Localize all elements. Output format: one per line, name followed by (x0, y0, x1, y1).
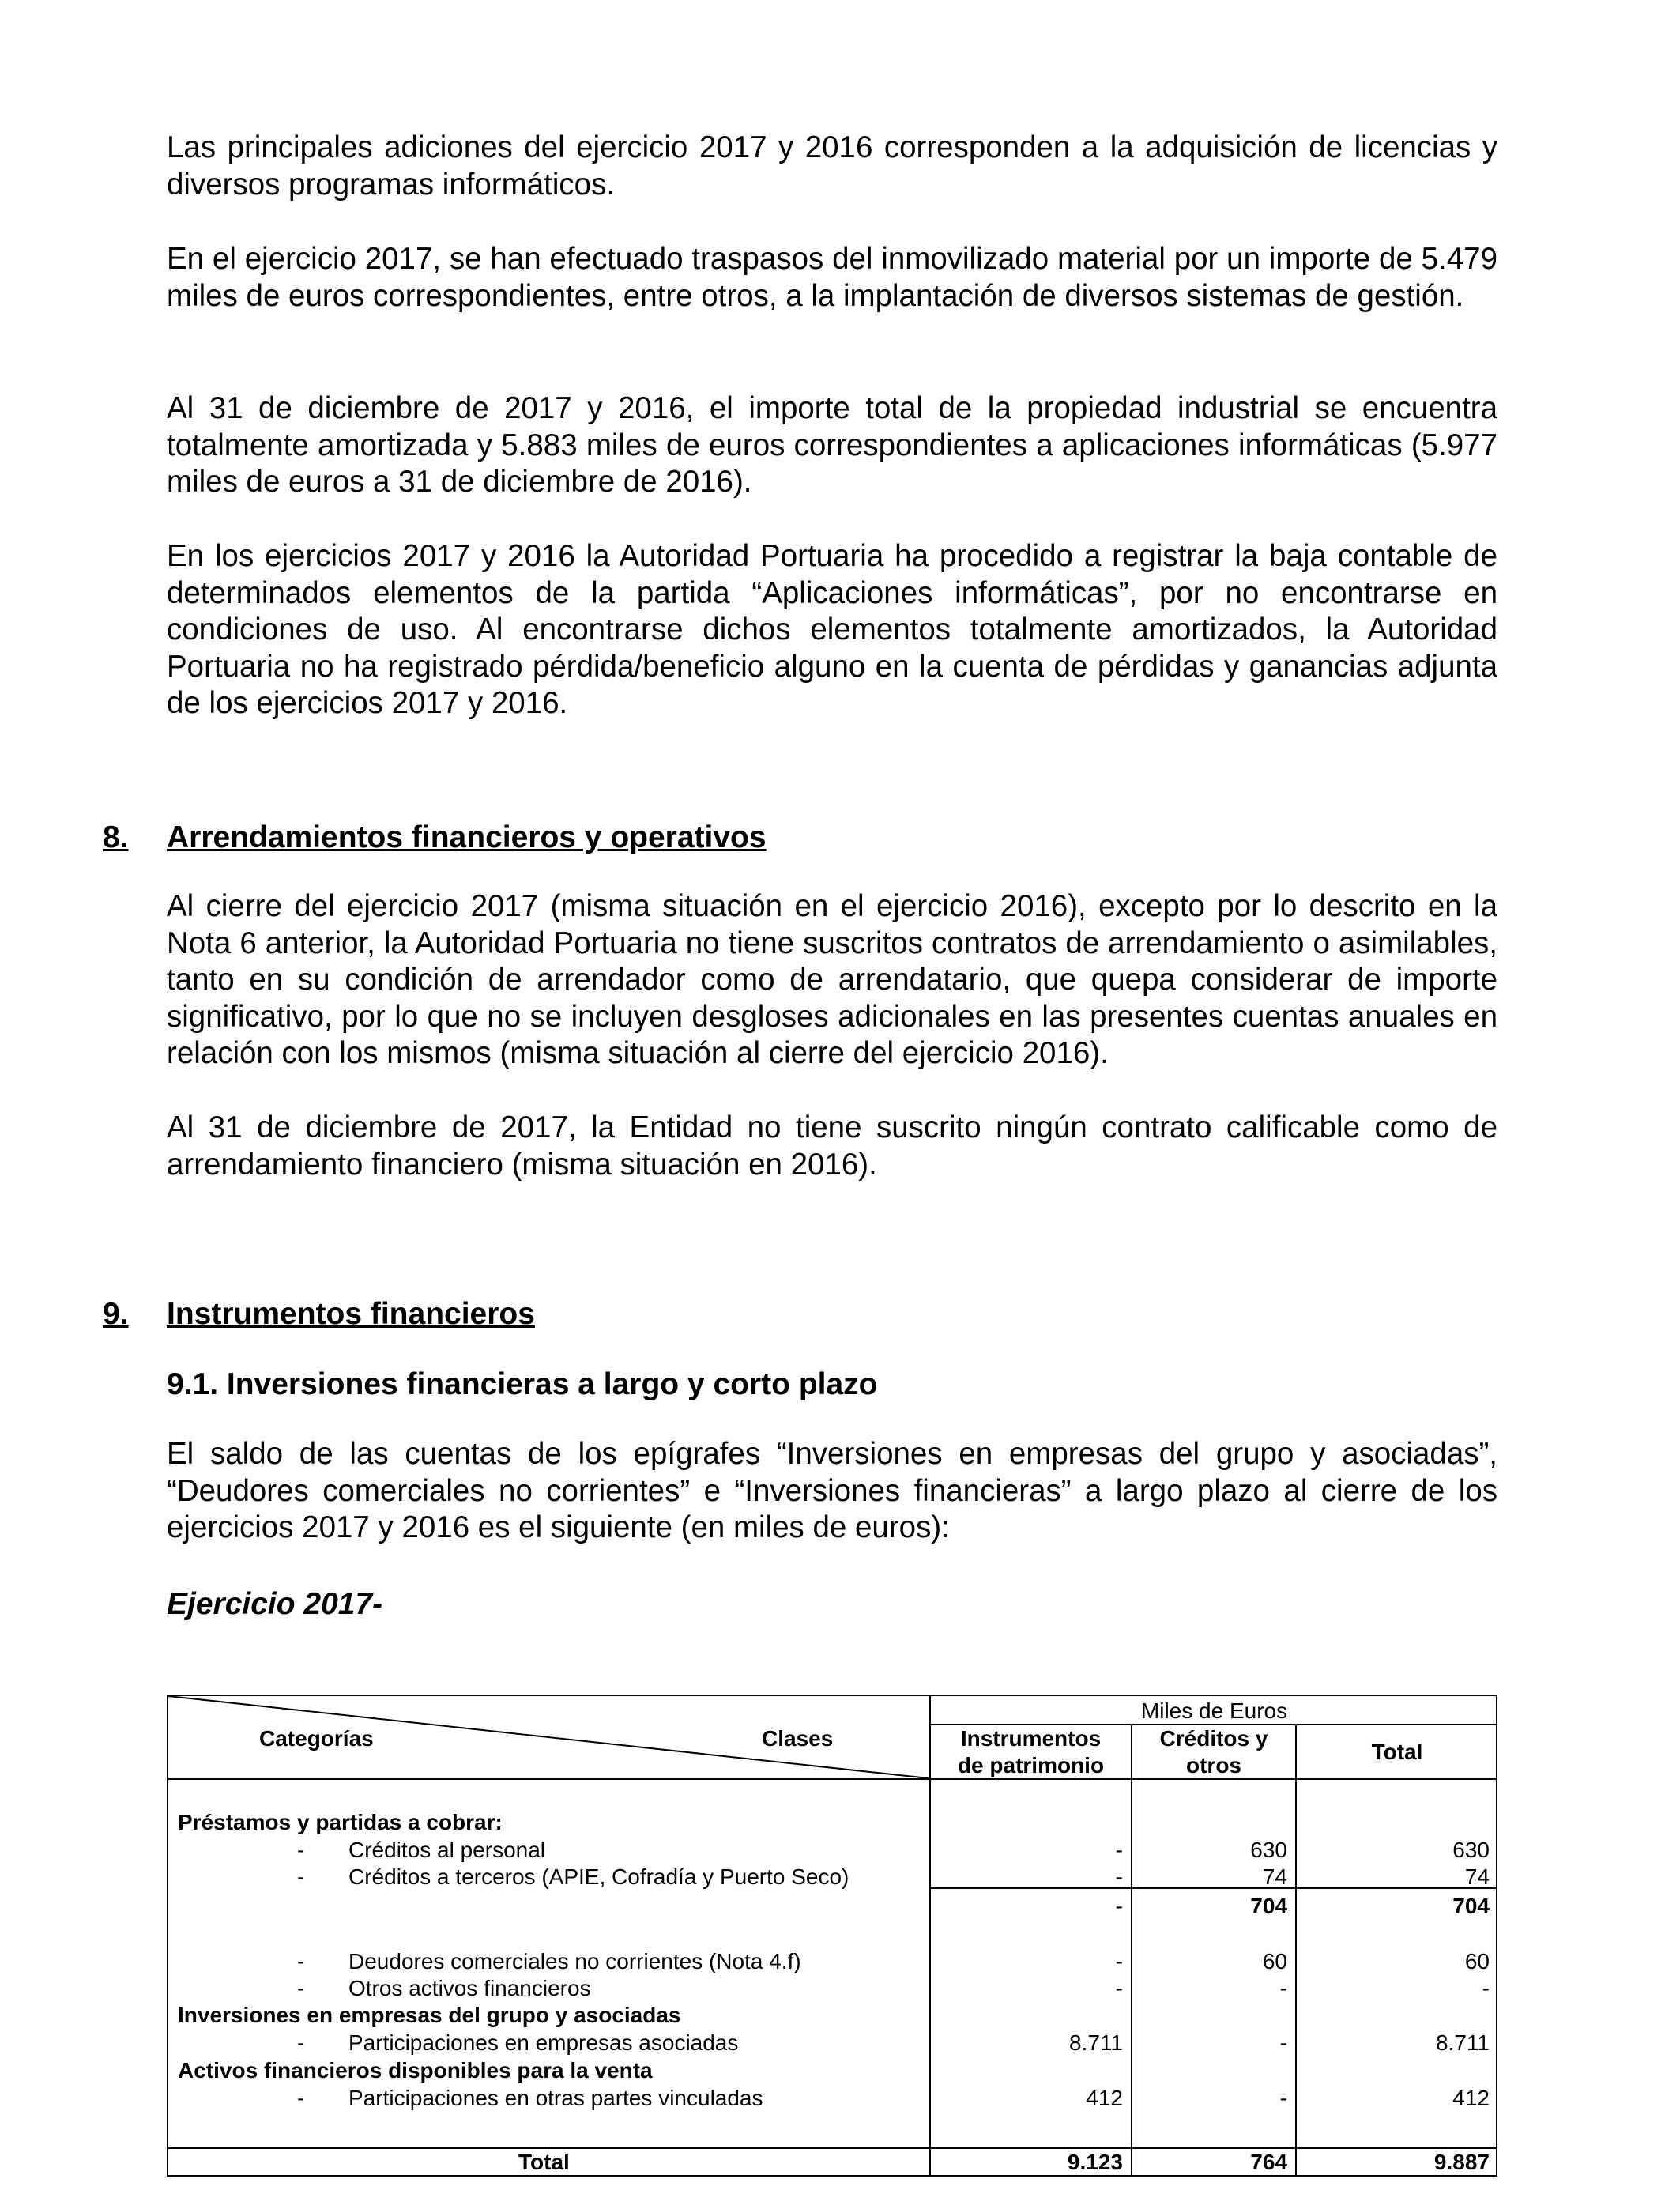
header-creditos-y: Créditos y (1159, 1726, 1268, 1751)
row-otros-activos-c2: - (1279, 1976, 1287, 2000)
subsection-9-1-title: 9.1. Inversiones financieras a largo y corto plazo (167, 1367, 878, 1401)
row-participaciones-asociadas-label: Participaciones en empresas asociadas (348, 2030, 739, 2055)
group-activos-venta-label: Activos financieros disponibles para la venta (178, 2058, 653, 2083)
row-dash: - (297, 1838, 305, 1862)
header-categorias: Categorías (259, 1726, 374, 1751)
row-otros-activos-c3: - (1482, 1976, 1490, 2000)
row-deudores-c1: - (1115, 1949, 1123, 1973)
paragraph-arrendamiento-financiero: Al 31 de diciembre de 2017, la Entidad no tiene suscrito ningún contrato calificable como de arrendamiento financiero (misma situación en 2016). (167, 1110, 1497, 1182)
paragraph-bajas: En los ejercicios 2017 y 2016 la Autoridad Portuaria ha procedido a registrar la baja contable de determinados elementos de la partida “Aplicaciones informáticas”, por no encontrarse en condiciones de uso. Al encontrarse dichos elementos totalmente amortizados, la Autoridad Portuaria no ha registrado pérdida/beneficio alguno en la cuenta de pérdidas y ganancias adjunta de los ejercicios 2017 y 2016. (167, 539, 1497, 720)
row-dash: - (297, 1949, 305, 1973)
row-deudores-c3: 60 (1464, 1949, 1490, 1973)
row-participaciones-asociadas-c2: - (1279, 2030, 1287, 2055)
row-creditos-personal-c2: 630 (1250, 1838, 1287, 1862)
paragraph-adiciones: Las principales adiciones del ejercicio 2017 y 2016 corresponden a la adquisición de licencias y diversos programas informáticos. (167, 130, 1497, 202)
row-participaciones-vinculadas-c2: - (1279, 2086, 1287, 2110)
row-total-c2: 764 (1250, 2150, 1287, 2174)
section-9-number: 9. (103, 1297, 129, 1331)
header-de-patrimonio: de patrimonio (957, 1753, 1105, 1777)
section-8-title: Arrendamientos financieros y operativos (167, 820, 767, 854)
row-dash: - (297, 1864, 305, 1889)
row-participaciones-vinculadas-c1: 412 (1086, 2086, 1123, 2110)
row-total-label: Total (518, 2150, 570, 2174)
row-participaciones-vinculadas-c3: 412 (1452, 2086, 1490, 2110)
row-creditos-terceros-label: Créditos a terceros (APIE, Cofradía y Puerto Seco) (348, 1864, 849, 1889)
group-inversiones-label: Inversiones en empresas del grupo y asociadas (178, 2003, 681, 2027)
row-creditos-personal-label: Créditos al personal (348, 1838, 546, 1862)
row-dash: - (297, 1976, 305, 2000)
paragraph-propiedad-industrial: Al 31 de diciembre de 2017 y 2016, el importe total de la propiedad industrial se encuentra totalmente amortizada y 5.883 miles de euros correspondientes a aplicaciones informáticas (5.977 miles de euros a 31 de diciembre de 2016). (167, 391, 1497, 499)
header-miles-de-euros: Miles de Euros (1140, 1698, 1288, 1723)
row-creditos-personal-c3: 630 (1452, 1838, 1490, 1862)
section-9-title: Instrumentos financieros (167, 1297, 535, 1331)
row-subtotal-c1: - (1115, 1894, 1123, 1918)
group-prestamos-label: Préstamos y partidas a cobrar: (178, 1810, 503, 1834)
row-creditos-terceros-c2: 74 (1262, 1864, 1287, 1889)
row-otros-activos-c1: - (1115, 1976, 1123, 2000)
header-instrumentos: Instrumentos (960, 1726, 1102, 1751)
row-subtotal-c2: 704 (1250, 1894, 1287, 1918)
row-dash: - (297, 2030, 305, 2055)
year-heading: Ejercicio 2017- (167, 1587, 383, 1621)
section-8-number: 8. (103, 820, 129, 854)
row-participaciones-asociadas-c1: 8.711 (1069, 2030, 1123, 2055)
paragraph-arrendamientos: Al cierre del ejercicio 2017 (misma situación en el ejercicio 2016), excepto por lo descrito en la Nota 6 anterior, la Autoridad Portuaria no tiene suscritos contratos de arrendamiento o asimilables, tanto en su condición de arrendador como de arrendatario, que quepa considerar de importe significativo, por lo que no se incluyen desgloses adicionales en las presentes cuentas anuales en relación con los mismos (misma situación al cierre del ejercicio 2016). (167, 889, 1497, 1070)
row-subtotal-c3: 704 (1452, 1894, 1490, 1918)
row-otros-activos-label: Otros activos financieros (348, 1976, 591, 2000)
row-creditos-terceros-c1: - (1115, 1864, 1123, 1889)
row-participaciones-vinculadas-label: Participaciones en otras partes vinculadas (348, 2086, 763, 2110)
financial-investments-table (167, 1695, 1497, 2177)
row-creditos-terceros-c3: 74 (1464, 1864, 1490, 1889)
header-total: Total (1371, 1740, 1423, 1764)
row-participaciones-asociadas-c3: 8.711 (1436, 2030, 1490, 2055)
row-deudores-c2: 60 (1262, 1949, 1287, 1973)
row-deudores-label: Deudores comerciales no corrientes (Nota 4.f) (348, 1949, 801, 1973)
header-otros: otros (1186, 1753, 1241, 1777)
row-total-c1: 9.123 (1067, 2150, 1123, 2174)
paragraph-traspasos: En el ejercicio 2017, se han efectuado traspasos del inmovilizado material por un importe de 5.479 miles de euros correspondientes, entre otros, a la implantación de diversos sistemas de gestión. (167, 242, 1497, 313)
header-clases: Clases (762, 1726, 834, 1751)
row-dash: - (297, 2086, 305, 2110)
row-creditos-personal-c1: - (1115, 1838, 1123, 1862)
paragraph-saldo-cuentas: El saldo de las cuentas de los epígrafes “Inversiones en empresas del grupo y asociadas”, “Deudores comerciales no corrientes” e “Inversiones financieras” a largo plazo al cierre de los ejercicios 2017 y 2016 es el siguiente (en miles de euros): (167, 1437, 1497, 1544)
row-total-c3: 9.887 (1433, 2150, 1490, 2174)
